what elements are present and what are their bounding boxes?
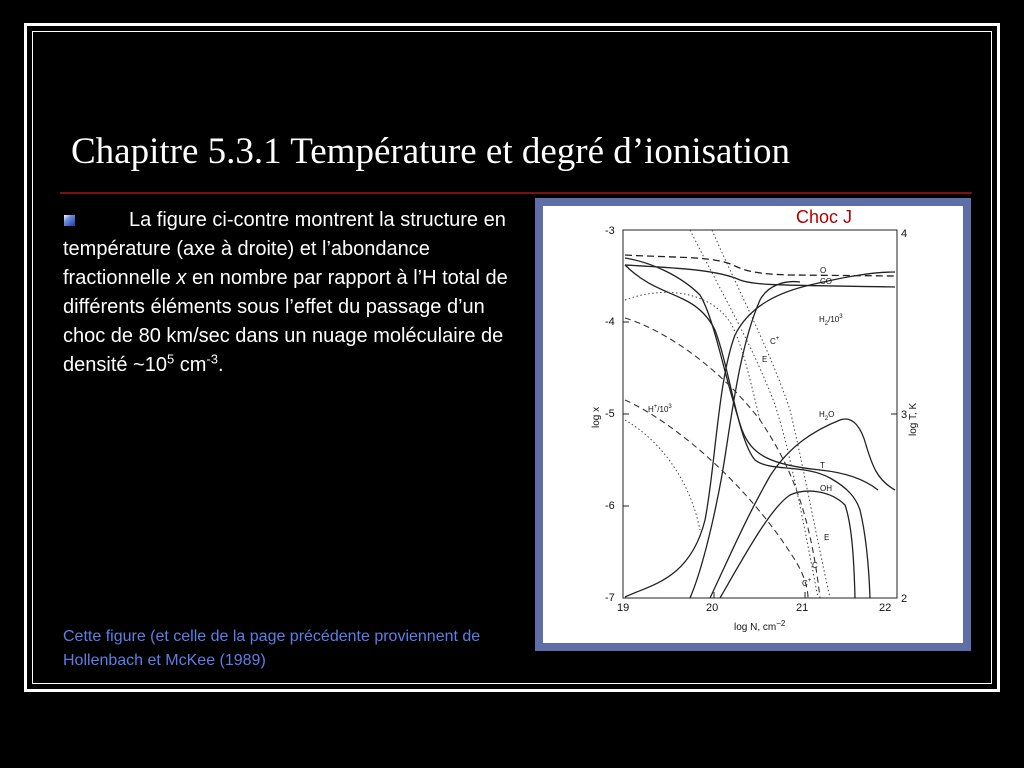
y-right-tick: 4	[901, 228, 908, 240]
x-axis-label-text: log N, cm	[734, 622, 777, 633]
y-left-tick: -5	[605, 408, 615, 420]
y-left-tick: -4	[605, 316, 615, 328]
bullet-text-end: .	[218, 354, 224, 376]
y-left-tick: -3	[605, 225, 615, 237]
label-OH: OH	[820, 484, 832, 493]
x-tick: 19	[617, 602, 630, 614]
curve-Hplus-dotted	[625, 292, 760, 420]
x-axis-label	[734, 619, 786, 633]
x-tick: 20	[706, 602, 719, 614]
y-right-axis-label: log T, K	[908, 402, 919, 436]
unit-exponent: -3	[206, 351, 218, 367]
x-tick: 21	[796, 602, 809, 614]
bullet-x-variable: x	[176, 267, 187, 289]
plot-frame	[623, 230, 897, 598]
curve-O	[625, 255, 895, 276]
label-H2-10-3: $H_2/10^3$	[819, 314, 843, 327]
label-O: O	[820, 266, 827, 275]
y-left-axis-label: log x	[591, 406, 602, 428]
density-exponent: 5	[166, 351, 175, 367]
label-Cplus-bottom: C+	[802, 578, 812, 588]
y-right-tick: 2	[901, 593, 908, 605]
label-E-top: E	[762, 355, 768, 364]
density-unit: cm	[174, 354, 207, 376]
label-CO: CO	[820, 277, 832, 286]
curve-Hplus-lower-dotted	[625, 420, 700, 530]
slide-title: Chapitre 5.3.1 Température et degré d’ionisation	[71, 131, 791, 172]
curve-OH	[720, 491, 855, 598]
y-right-tick: 3	[901, 409, 908, 421]
figure-source-caption: Cette figure (et celle de la page précédente proviennent de Hollenbach et McKee (1989)	[63, 628, 481, 669]
label-H2O: $H_2O$	[819, 410, 835, 422]
x-axis-label-exponent: −2	[776, 619, 786, 628]
curve-H2	[625, 272, 895, 597]
label-E-bottom: E	[824, 533, 830, 542]
label-Cplus-top: C+	[770, 336, 780, 346]
tick-marks	[623, 322, 897, 598]
label-Hplus-10-3: $H^+/10^3$	[648, 404, 672, 414]
bullet-text-part1: La figure ci-contre montrent la structure en température (axe à droite) et l’abondance fractionnelle	[63, 209, 506, 289]
choc-j-label: Choc J	[796, 207, 853, 227]
label-T: T	[820, 461, 825, 470]
y-left-tick: -7	[605, 592, 615, 604]
x-tick: 22	[879, 602, 892, 614]
label-C-bottom: C	[812, 561, 818, 570]
y-left-tick: -6	[605, 500, 615, 512]
bullet-text-part2: en nombre par rapport à l’H total de différents éléments sous l’effet du passage d’un choc de 80 km/sec dans un nuage moléculaire de densité ~10	[63, 267, 508, 376]
